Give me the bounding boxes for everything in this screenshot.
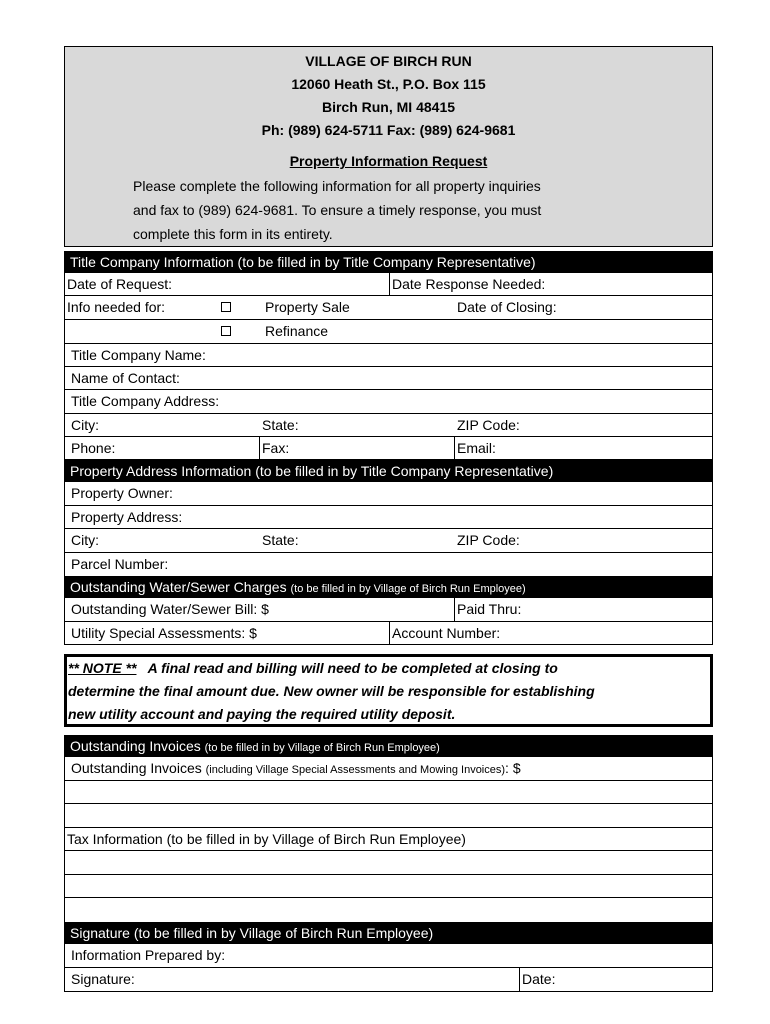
signature-row (64, 968, 713, 992)
outstanding-invoices-heading (64, 735, 713, 757)
water-sewer-heading-note: (to be filled in by Village of Birch Run Employee) (290, 583, 526, 595)
refinance-row (64, 320, 713, 344)
note-line1: A final read and billing will need to be completed at closing to (136, 660, 558, 676)
invoices-heading-main: Outstanding Invoices (70, 738, 205, 754)
signature-label: Signature: (71, 971, 135, 987)
property-owner-row (64, 482, 713, 506)
refinance-checkbox[interactable] (221, 326, 231, 336)
divider (519, 968, 520, 991)
note-line3: new utility account and paying the required utility deposit. (68, 706, 456, 722)
date-request-row (64, 273, 713, 296)
property-city-row (64, 529, 713, 553)
divider (454, 598, 455, 621)
parcel-number-label: Parcel Number: (71, 556, 169, 572)
invoices-heading-note: (to be filled in by Village of Birch Run Employee) (204, 742, 440, 754)
special-assessments-row (64, 622, 713, 645)
property-sale-checkbox[interactable] (221, 302, 231, 312)
date-of-closing-label: Date of Closing: (457, 299, 557, 315)
info-needed-row (64, 296, 713, 320)
city-label: City: (71, 417, 99, 433)
property-state-label: State: (262, 532, 299, 548)
account-number-label: Account Number: (392, 625, 501, 641)
water-bill-row (64, 598, 713, 622)
state-label: State: (262, 417, 299, 433)
divider (389, 622, 390, 644)
intro-line1: Please complete the following information for all property inquiries (133, 178, 541, 194)
company-address-row (64, 390, 713, 414)
outstanding-invoices-label (71, 757, 521, 781)
city-state-zip-row (64, 414, 713, 437)
invoices-row-end: : $ (505, 760, 521, 776)
tax-information-heading: Tax Information (to be filled in by Village of Birch Run Employee) (67, 831, 466, 847)
tax-blank-row (64, 898, 713, 922)
invoices-blank-row (64, 804, 713, 828)
name-of-contact-label: Name of Contact: (71, 370, 180, 386)
invoices-row-main: Outstanding Invoices (71, 760, 206, 776)
form-title: Property Information Request (289, 153, 488, 169)
org-name: VILLAGE OF BIRCH RUN (305, 53, 472, 69)
date-response-needed-label: Date Response Needed: (392, 276, 546, 292)
org-address-line2: Birch Run, MI 48415 (321, 99, 456, 115)
tax-blank-row (64, 875, 713, 898)
date-label: Date: (522, 971, 556, 987)
invoices-row (64, 757, 713, 781)
company-name-row (64, 343, 713, 367)
parcel-row (64, 553, 713, 576)
divider (454, 437, 455, 459)
property-owner-label: Property Owner: (71, 485, 173, 501)
water-sewer-bill-label: Outstanding Water/Sewer Bill: $ (71, 601, 269, 617)
note-line2: determine the final amount due. New owner will be responsible for establishing (68, 683, 595, 699)
property-address-heading: Property Address Information (to be filled in by Title Company Representative) (64, 460, 713, 482)
org-address-line1: 12060 Heath St., P.O. Box 115 (291, 76, 486, 92)
phone-label: Phone: (71, 440, 116, 456)
property-city-label: City: (71, 532, 99, 548)
tax-heading-row (64, 827, 713, 851)
utility-special-assessments-label: Utility Special Assessments: $ (71, 625, 257, 641)
information-prepared-by-label: Information Prepared by: (71, 947, 226, 963)
phone-fax-email-row (64, 437, 713, 460)
water-sewer-heading (64, 576, 713, 598)
property-address-label: Property Address: (71, 509, 183, 525)
signature-heading: Signature (to be filled in by Village of Birch Run Employee) (64, 922, 713, 944)
date-of-request-label: Date of Request: (67, 276, 173, 292)
divider (389, 273, 390, 295)
refinance-label: Refinance (265, 323, 329, 339)
info-needed-label: Info needed for: (67, 299, 166, 315)
water-sewer-heading-main: Outstanding Water/Sewer Charges (70, 579, 291, 595)
org-phone-fax: Ph: (989) 624-5711 Fax: (989) 624-9681 (261, 122, 516, 138)
billing-note (64, 654, 713, 727)
tax-blank-row (64, 851, 713, 875)
title-company-heading: Title Company Information (to be filled in by Title Company Representative) (64, 251, 713, 273)
property-address-row (64, 506, 713, 529)
zip-code-label: ZIP Code: (457, 417, 520, 433)
intro-line2: and fax to (989) 624-9681. To ensure a timely response, you must (133, 202, 542, 218)
paid-thru-label: Paid Thru: (457, 601, 522, 617)
invoices-blank-row (64, 781, 713, 804)
property-information-request-form (64, 46, 713, 987)
intro-line3: complete this form in its entirety. (133, 226, 333, 242)
divider (259, 437, 260, 459)
prepared-by-row (64, 944, 713, 968)
fax-label: Fax: (262, 440, 290, 456)
title-company-name-label: Title Company Name: (71, 347, 206, 363)
title-company-address-label: Title Company Address: (71, 393, 220, 409)
contact-row (64, 367, 713, 390)
note-label: ** NOTE ** (68, 660, 137, 676)
property-sale-label: Property Sale (265, 299, 350, 315)
invoices-row-note: (including Village Special Assessments and Mowing Invoices) (205, 764, 506, 776)
form-header (64, 46, 713, 247)
property-zip-label: ZIP Code: (457, 532, 520, 548)
email-label: Email: (457, 440, 496, 456)
